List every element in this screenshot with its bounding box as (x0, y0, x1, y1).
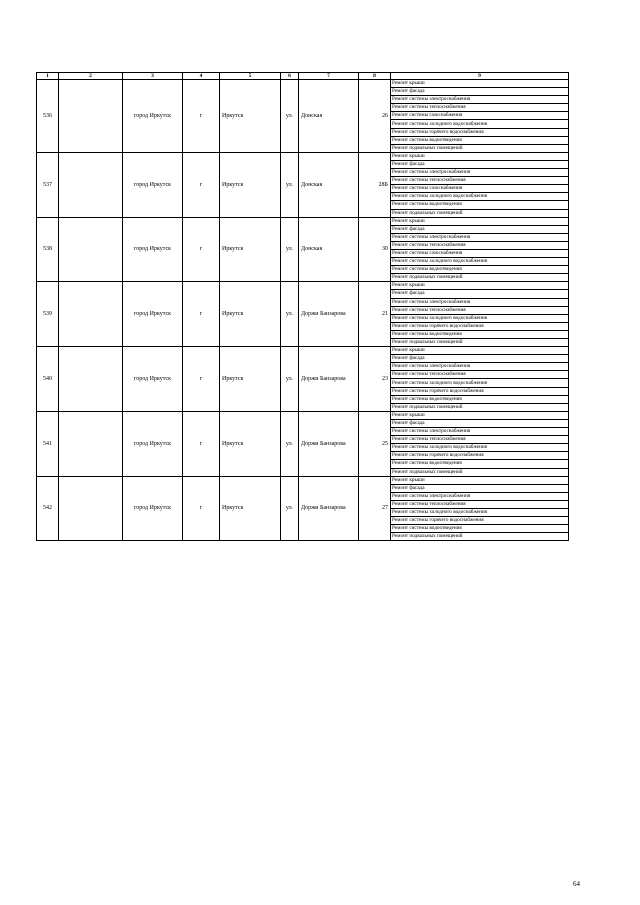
header-col-2: 2 (59, 73, 123, 80)
work-type-cell: Ремонт крыши (391, 152, 569, 160)
work-type-cell: Ремонт системы горячего водоснабжения (391, 452, 569, 460)
header-col-8: 8 (359, 73, 391, 80)
settlement-type-cell: г (183, 80, 220, 153)
table-row (37, 282, 569, 290)
header-col-9: 9 (391, 73, 569, 80)
column-2-cell (59, 476, 123, 541)
street-type-cell: ул. (281, 411, 299, 476)
repair-schedule-table (36, 72, 569, 541)
settlement-type-cell: г (183, 476, 220, 541)
work-type-cell: Ремонт системы газоснабжения (391, 112, 569, 120)
work-type-cell: Ремонт подвальных помещений (391, 403, 569, 411)
header-col-6: 6 (281, 73, 299, 80)
house-number-cell: 30 (359, 217, 391, 282)
work-type-cell: Ремонт системы электроснабжения (391, 169, 569, 177)
table-row (37, 152, 569, 160)
record-number: 542 (37, 476, 59, 541)
street-type-cell: ул. (281, 152, 299, 217)
house-number-cell: 26 (359, 80, 391, 153)
record-number: 537 (37, 152, 59, 217)
street-cell: Доржи Банзарова (299, 411, 359, 476)
header-col-4: 4 (183, 73, 220, 80)
work-type-cell: Ремонт системы теплоснабжения (391, 500, 569, 508)
work-type-cell: Ремонт системы теплоснабжения (391, 177, 569, 185)
column-2-cell (59, 411, 123, 476)
work-type-cell: Ремонт системы водоотведения (391, 266, 569, 274)
record-number: 538 (37, 217, 59, 282)
work-type-cell: Ремонт фасада (391, 160, 569, 168)
work-type-cell: Ремонт подвальных помещений (391, 533, 569, 541)
house-number-cell: 28Б (359, 152, 391, 217)
house-number-cell: 23 (359, 347, 391, 412)
header-col-3: 3 (123, 73, 183, 80)
page-number: 64 (573, 880, 580, 888)
header-col-1: 1 (37, 73, 59, 80)
table-row (37, 80, 569, 88)
street-cell: Донская (299, 217, 359, 282)
work-type-cell: Ремонт системы газоснабжения (391, 185, 569, 193)
work-type-cell: Ремонт системы горячего водоснабжения (391, 322, 569, 330)
work-type-cell: Ремонт фасада (391, 225, 569, 233)
table-row (37, 347, 569, 355)
table-row (37, 411, 569, 419)
header-col-7: 7 (299, 73, 359, 80)
municipality-cell: город Иркутск (123, 80, 183, 153)
work-type-cell: Ремонт системы электроснабжения (391, 96, 569, 104)
municipality-cell: город Иркутск (123, 217, 183, 282)
settlement-type-cell: г (183, 411, 220, 476)
settlement-type-cell: г (183, 282, 220, 347)
column-2-cell (59, 80, 123, 153)
work-type-cell: Ремонт фасада (391, 484, 569, 492)
city-cell: Иркутск (220, 476, 281, 541)
work-type-cell: Ремонт крыши (391, 282, 569, 290)
work-type-cell: Ремонт крыши (391, 476, 569, 484)
work-type-cell: Ремонт системы теплоснабжения (391, 436, 569, 444)
work-type-cell: Ремонт подвальных помещений (391, 339, 569, 347)
work-type-cell: Ремонт системы водоотведения (391, 525, 569, 533)
work-type-cell: Ремонт системы электроснабжения (391, 363, 569, 371)
header-row (37, 73, 569, 80)
work-type-cell: Ремонт системы теплоснабжения (391, 306, 569, 314)
street-cell: Доржи Банзарова (299, 347, 359, 412)
work-type-cell: Ремонт подвальных помещений (391, 468, 569, 476)
work-type-cell: Ремонт системы холодного водоснабжения (391, 193, 569, 201)
work-type-cell: Ремонт системы водоотведения (391, 201, 569, 209)
settlement-type-cell: г (183, 217, 220, 282)
city-cell: Иркутск (220, 80, 281, 153)
work-type-cell: Ремонт системы холодного водоснабжения (391, 258, 569, 266)
work-type-cell: Ремонт системы электроснабжения (391, 298, 569, 306)
record-number: 541 (37, 411, 59, 476)
house-number-cell: 27 (359, 476, 391, 541)
work-type-cell: Ремонт системы электроснабжения (391, 492, 569, 500)
column-2-cell (59, 347, 123, 412)
work-type-cell: Ремонт крыши (391, 80, 569, 88)
street-type-cell: ул. (281, 217, 299, 282)
municipality-cell: город Иркутск (123, 347, 183, 412)
work-type-cell: Ремонт системы электроснабжения (391, 428, 569, 436)
work-type-cell: Ремонт системы водоотведения (391, 460, 569, 468)
work-type-cell: Ремонт системы водоотведения (391, 395, 569, 403)
street-type-cell: ул. (281, 476, 299, 541)
municipality-cell: город Иркутск (123, 411, 183, 476)
city-cell: Иркутск (220, 282, 281, 347)
record-number: 540 (37, 347, 59, 412)
work-type-cell: Ремонт подвальных помещений (391, 144, 569, 152)
street-cell: Донская (299, 80, 359, 153)
city-cell: Иркутск (220, 152, 281, 217)
street-type-cell: ул. (281, 80, 299, 153)
work-type-cell: Ремонт фасада (391, 290, 569, 298)
work-type-cell: Ремонт системы газоснабжения (391, 249, 569, 257)
street-cell: Доржи Банзарова (299, 476, 359, 541)
work-type-cell: Ремонт системы теплоснабжения (391, 371, 569, 379)
work-type-cell: Ремонт системы холодного водоснабжения (391, 314, 569, 322)
work-type-cell: Ремонт подвальных помещений (391, 209, 569, 217)
header-col-5: 5 (220, 73, 281, 80)
column-2-cell (59, 217, 123, 282)
work-type-cell: Ремонт системы холодного водоснабжения (391, 444, 569, 452)
house-number-cell: 25 (359, 411, 391, 476)
column-2-cell (59, 152, 123, 217)
work-type-cell: Ремонт системы горячего водоснабжения (391, 517, 569, 525)
work-type-cell: Ремонт фасада (391, 88, 569, 96)
work-type-cell: Ремонт фасада (391, 419, 569, 427)
street-type-cell: ул. (281, 347, 299, 412)
work-type-cell: Ремонт крыши (391, 217, 569, 225)
work-type-cell: Ремонт системы холодного водоснабжения (391, 379, 569, 387)
municipality-cell: город Иркутск (123, 476, 183, 541)
work-type-cell: Ремонт крыши (391, 411, 569, 419)
work-type-cell: Ремонт крыши (391, 347, 569, 355)
table-row (37, 217, 569, 225)
work-type-cell: Ремонт системы холодного водоснабжения (391, 120, 569, 128)
city-cell: Иркутск (220, 347, 281, 412)
table-row (37, 476, 569, 484)
table-body (37, 80, 569, 541)
settlement-type-cell: г (183, 152, 220, 217)
work-type-cell: Ремонт системы горячего водоснабжения (391, 387, 569, 395)
house-number-cell: 21 (359, 282, 391, 347)
work-type-cell: Ремонт системы водоотведения (391, 136, 569, 144)
record-number: 539 (37, 282, 59, 347)
work-type-cell: Ремонт фасада (391, 355, 569, 363)
work-type-cell: Ремонт системы теплоснабжения (391, 104, 569, 112)
street-cell: Донская (299, 152, 359, 217)
work-type-cell: Ремонт системы теплоснабжения (391, 241, 569, 249)
settlement-type-cell: г (183, 347, 220, 412)
work-type-cell: Ремонт подвальных помещений (391, 274, 569, 282)
street-type-cell: ул. (281, 282, 299, 347)
city-cell: Иркутск (220, 217, 281, 282)
street-cell: Доржи Банзарова (299, 282, 359, 347)
record-number: 536 (37, 80, 59, 153)
city-cell: Иркутск (220, 411, 281, 476)
municipality-cell: город Иркутск (123, 282, 183, 347)
column-2-cell (59, 282, 123, 347)
work-type-cell: Ремонт системы холодного водоснабжения (391, 508, 569, 516)
work-type-cell: Ремонт системы электроснабжения (391, 233, 569, 241)
municipality-cell: город Иркутск (123, 152, 183, 217)
work-type-cell: Ремонт системы горячего водоснабжения (391, 128, 569, 136)
work-type-cell: Ремонт системы водоотведения (391, 330, 569, 338)
